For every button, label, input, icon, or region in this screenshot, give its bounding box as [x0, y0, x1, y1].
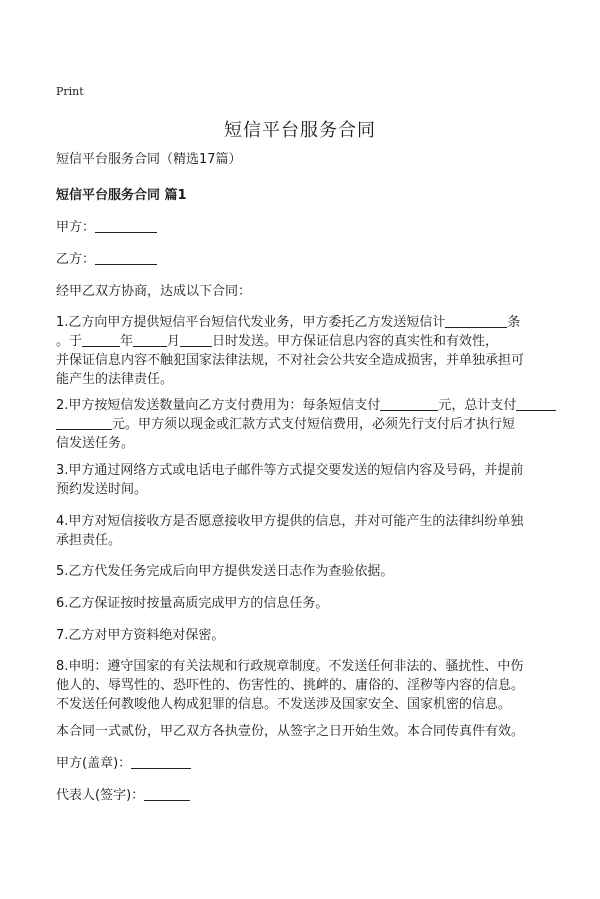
party-b-label: 乙方：	[56, 252, 96, 267]
signature-blank	[144, 786, 190, 801]
month-label: 月	[167, 334, 181, 349]
clause-2-line-3: 信发送任务。	[56, 436, 135, 451]
clause-2-line-1	[56, 396, 556, 416]
print-label[interactable]: Print	[56, 85, 84, 98]
intro-text: 经甲乙双方协商，达成以下合同：	[56, 284, 252, 299]
party-b-line	[56, 250, 157, 270]
seal-blank	[131, 754, 191, 769]
party-a-line	[56, 218, 157, 238]
clause-1-line-3: 并保证信息内容不触犯国家法律法规，不对社会公共安全造成损害，并单独承担可	[56, 353, 525, 368]
clause-4-line-2: 承担责任。	[56, 533, 122, 548]
clause-8-line-1: 8.申明：遵守国家的有关法规和行政规章制度。不发送任何非法的、骚扰性、中伤	[56, 659, 524, 674]
clause-8-line-3: 不发送任何教唆他人构成犯罪的信息。不发送涉及国家安全、国家机密的信息。	[56, 697, 512, 712]
sign-representative	[56, 786, 190, 806]
party-a-blank	[95, 218, 157, 233]
clause-7: 7.乙方对甲方资料绝对保密。	[56, 628, 225, 643]
unit-price-blank	[380, 396, 438, 411]
document-title: 短信平台服务合同	[224, 120, 376, 141]
sign-party-a-label: 甲方(盖章)：	[56, 756, 132, 771]
year-blank	[82, 332, 120, 347]
clause-2-total-label: 元，总计支付	[438, 398, 517, 413]
clause-2-line-2	[56, 415, 515, 435]
clause-4-line-1: 4.甲方对短信接收方是否愿意接收甲方提供的信息，并对可能产生的法律纠纷单独	[56, 514, 524, 529]
clause-3-line-1: 3.甲方通过网络方式或电话电子邮件等方式提交要发送的短信内容及号码，并提前	[56, 463, 524, 478]
clause-1-date-prefix: 。于	[56, 334, 83, 349]
month-blank	[133, 332, 167, 347]
clause-6: 6.乙方保证按时按量高质完成甲方的信息任务。	[56, 596, 329, 611]
count-blank	[445, 313, 507, 328]
clause-2-text-cont: 元。甲方须以现金或汇款方式支付短信费用，必须先行支付后才执行短	[112, 417, 516, 432]
total-blank	[56, 415, 112, 430]
total-blank-start	[516, 396, 556, 411]
clause-1-unit: 条	[507, 315, 521, 330]
party-b-blank	[95, 250, 157, 265]
clause-1-line-2	[56, 332, 498, 352]
clause-5: 5.乙方代发任务完成后向甲方提供发送日志作为查验依据。	[56, 564, 394, 579]
year-label: 年	[120, 334, 134, 349]
day-blank	[180, 332, 212, 347]
sign-party-a	[56, 754, 191, 774]
party-a-label: 甲方：	[56, 220, 96, 235]
clause-3-line-2: 预约发送时间。	[56, 482, 148, 497]
clause-1-text-cont: 日时发送。甲方保证信息内容的真实性和有效性，	[212, 334, 499, 349]
document-subtitle: 短信平台服务合同（精选17篇）	[56, 152, 242, 167]
clause-8-line-2: 他人的、辱骂性的、恐吓性的、伤害性的、挑衅的、庸俗的、淫秽等内容的信息。	[56, 678, 525, 693]
section-heading: 短信平台服务合同 篇1	[56, 188, 187, 203]
clause-1-text: 1.乙方向甲方提供短信平台短信代发业务，甲方委托乙方发送短信计	[56, 315, 446, 330]
clause-1-line-4: 能产生的法律责任。	[56, 372, 174, 387]
clause-1-line-1	[56, 313, 520, 333]
sign-representative-label: 代表人(签字)：	[56, 788, 145, 803]
clause-2-text: 2.甲方按短信发送数量向乙方支付费用为：每条短信支付	[56, 398, 381, 413]
closing-text: 本合同一式贰份，甲乙双方各执壹份，从签字之日开始生效。本合同传真件有效。	[56, 724, 525, 739]
